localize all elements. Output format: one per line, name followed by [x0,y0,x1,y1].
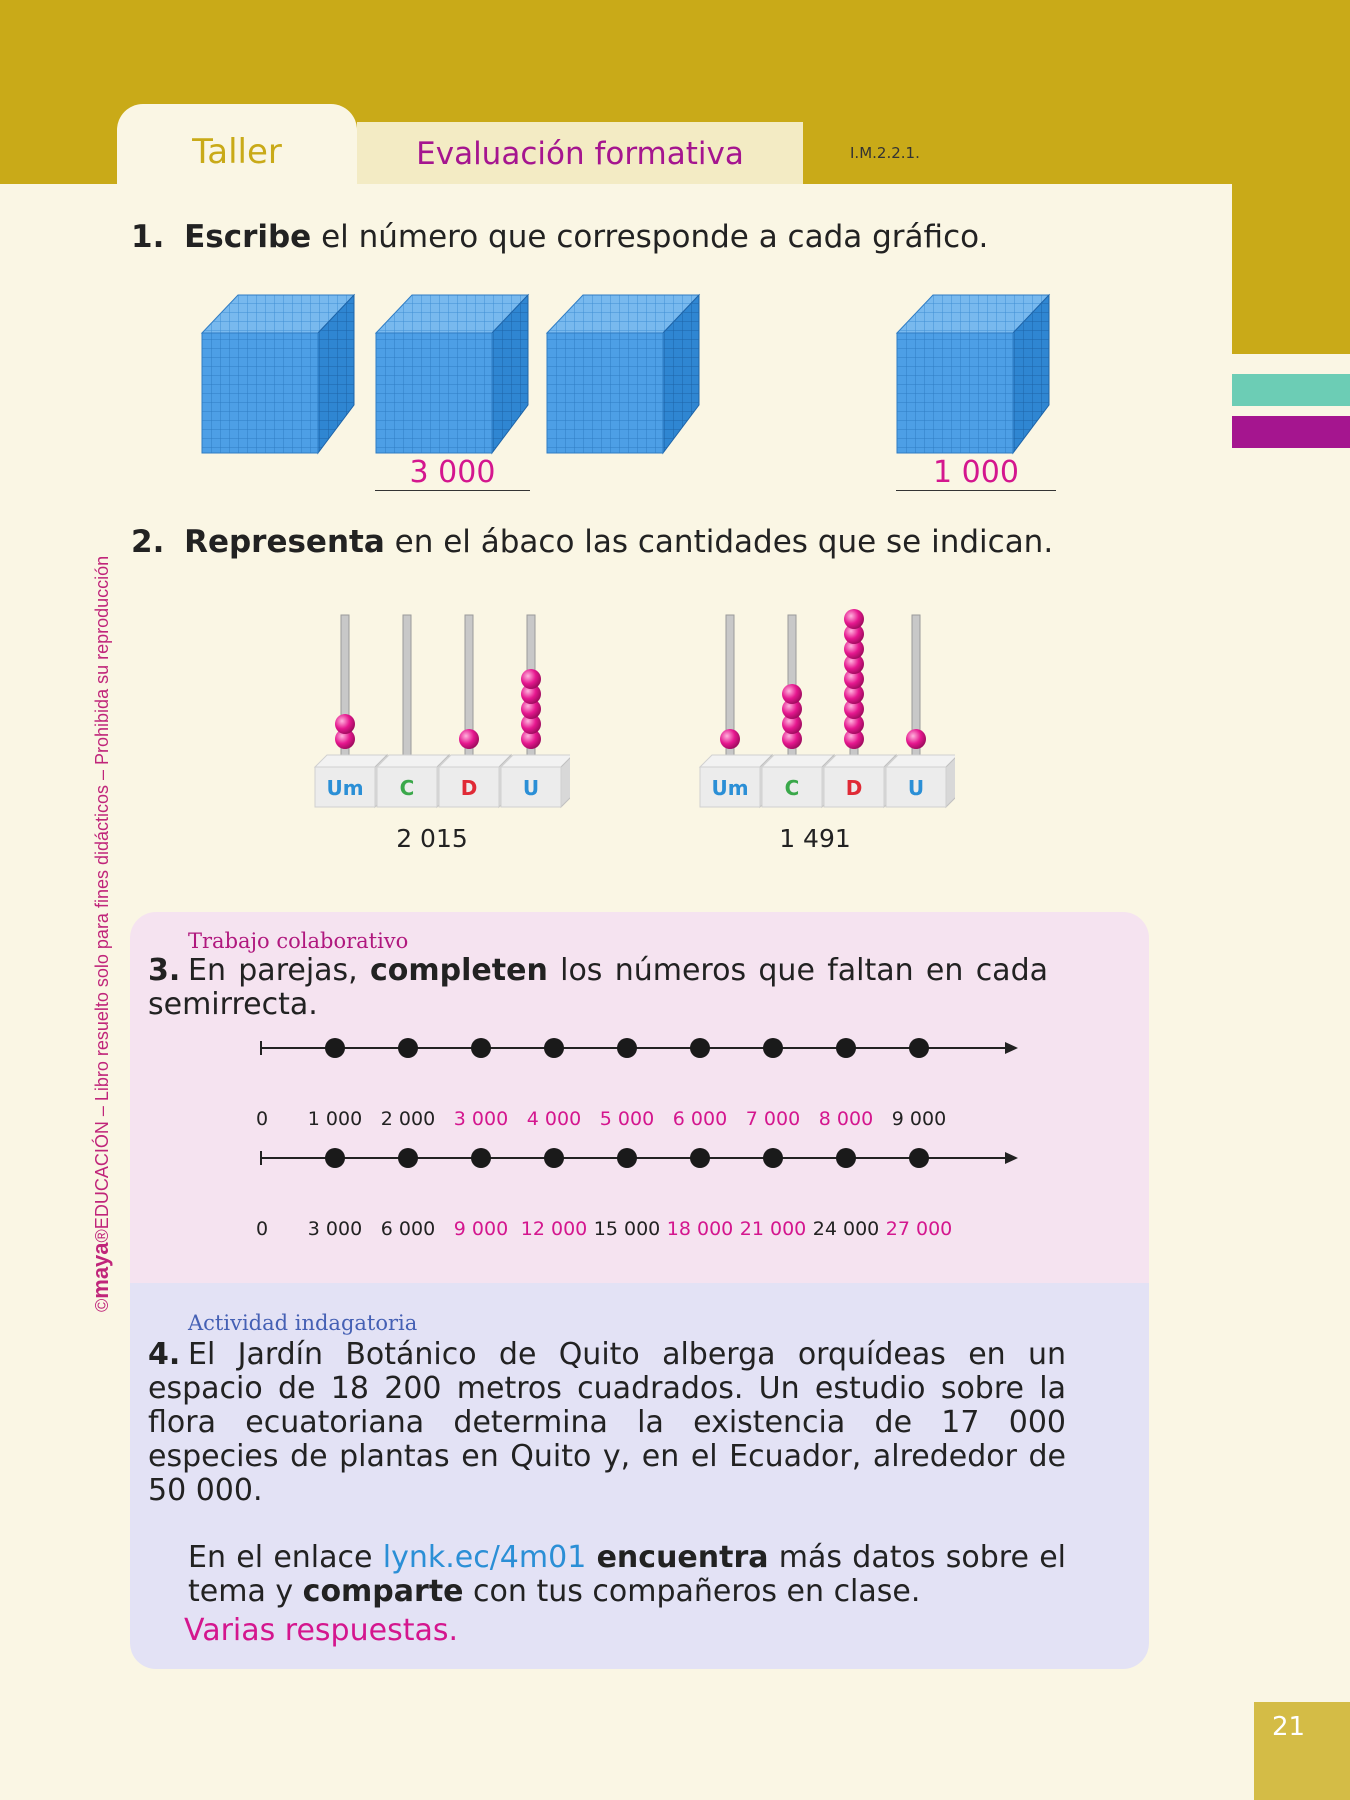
tab-workshop-label: Taller [192,132,282,172]
indicator-code: I.M.2.2.1. [850,144,920,162]
place-label: C [784,776,800,800]
thousand-cube [202,295,354,453]
lynk-link[interactable]: lynk.ec/4m01 [382,1540,587,1575]
number-line-label: 9 000 [453,1218,509,1240]
question-4-link-text: En el enlace lynk.ec/4m01 encuentra más datos sobre el tema y comparte con tus compañeros en clase. [188,1540,1066,1609]
question-3: 3. En parejas, completen los números que faltan en cada semirrecta. [148,953,1048,1022]
answer-line [375,490,530,491]
answer-4: Varias respuestas. [184,1613,459,1648]
place-label: Um [711,776,749,800]
number-line-label: 9 000 [891,1108,947,1130]
number-line-label: 4 000 [526,1108,582,1130]
abacus-bead [844,609,864,629]
abacus-bead [906,729,926,749]
number-line-label: 18 000 [666,1218,734,1240]
thousand-cube [376,295,528,453]
place-label: D [845,776,863,800]
number-line-label: 15 000 [593,1218,661,1240]
number-line-1-labels [130,1108,1149,1138]
abacus-2015 [310,605,570,815]
number-line-arrow [1005,1152,1018,1164]
number-line-point [617,1148,637,1168]
number-line-label: 27 000 [885,1218,953,1240]
number-line-label: 24 000 [812,1218,880,1240]
number-line-label: 12 000 [520,1218,588,1240]
abacus-rod [403,615,411,755]
answer-1b: 1 000 [933,455,1019,490]
tab-evaluation-label: Evaluación formativa [416,136,744,172]
abacus-value: 2 015 [396,824,468,853]
answer-1a: 3 000 [409,455,496,490]
place-label: U [522,776,540,800]
number-line-point [836,1148,856,1168]
abacus-bead [720,729,740,749]
number-line-label: 3 000 [307,1218,363,1240]
thousand-cube [897,295,1049,453]
number-line-point [325,1148,345,1168]
number-line-point [544,1148,564,1168]
thousand-cube [547,295,699,453]
tab-evaluation [357,122,803,184]
answer-line [896,490,1056,491]
place-label: C [399,776,415,800]
number-line-label: 0 [255,1218,269,1240]
number-line-label: 1 000 [307,1108,363,1130]
number-line-2-labels [130,1218,1149,1248]
question-2: 2. Representa en el ábaco las cantidades que se indican. [131,524,1054,560]
number-line-point [398,1148,418,1168]
abacus-bead [521,669,541,689]
collaborative-box [130,912,1149,1283]
place-label: D [460,776,478,800]
number-line-label: 7 000 [745,1108,801,1130]
place-label: U [907,776,925,800]
number-line-label: 3 000 [453,1108,509,1130]
number-line-label: 21 000 [739,1218,807,1240]
number-line-point [690,1148,710,1168]
inquiry-box [130,1283,1149,1669]
abacus-1491 [695,605,955,815]
number-line-label: 6 000 [380,1218,436,1240]
number-line-label: 6 000 [672,1108,728,1130]
number-line-label: 0 [255,1108,269,1130]
side-band [1232,0,1350,354]
number-line-point [471,1148,491,1168]
copyright-note: ©maya®EDUCACIÓN – Libro resuelto solo para fines didácticos – Prohibida su reproducción [88,555,113,1312]
question-4: 4. El Jardín Botánico de Quito alberga orquídeas en un espacio de 18 200 metros cuadrados. Un estudio sobre la flora ecuatoriana determina la existencia de 17 000 especies de plantas en Quito y, en el Ecuador, alrededor de 50 000. [148,1337,1066,1508]
magenta-stripe [1232,416,1350,448]
number-line-label: 5 000 [599,1108,655,1130]
number-line-point [909,1148,929,1168]
page-number: 21 [1272,1712,1306,1742]
abacus-bead [335,714,355,734]
abacus-value: 1 491 [779,824,851,853]
question-1: 1. Escribe el número que corresponde a cada gráfico. [131,219,989,255]
page-number-box [1254,1702,1350,1800]
number-line-point [763,1148,783,1168]
box-tag-inquiry: Actividad indagatoria [188,1311,418,1335]
place-label: Um [326,776,364,800]
tab-workshop [117,104,357,186]
abacus-bead [459,729,479,749]
teal-stripe [1232,374,1350,406]
number-line-label: 2 000 [380,1108,436,1130]
number-line-2 [260,1023,1140,1183]
abacus-bead [782,684,802,704]
cube-figure [190,285,1070,460]
box-tag-collaborative: Trabajo colaborativo [188,929,409,953]
number-line-label: 8 000 [818,1108,874,1130]
brand-logo: maya [88,1242,113,1299]
